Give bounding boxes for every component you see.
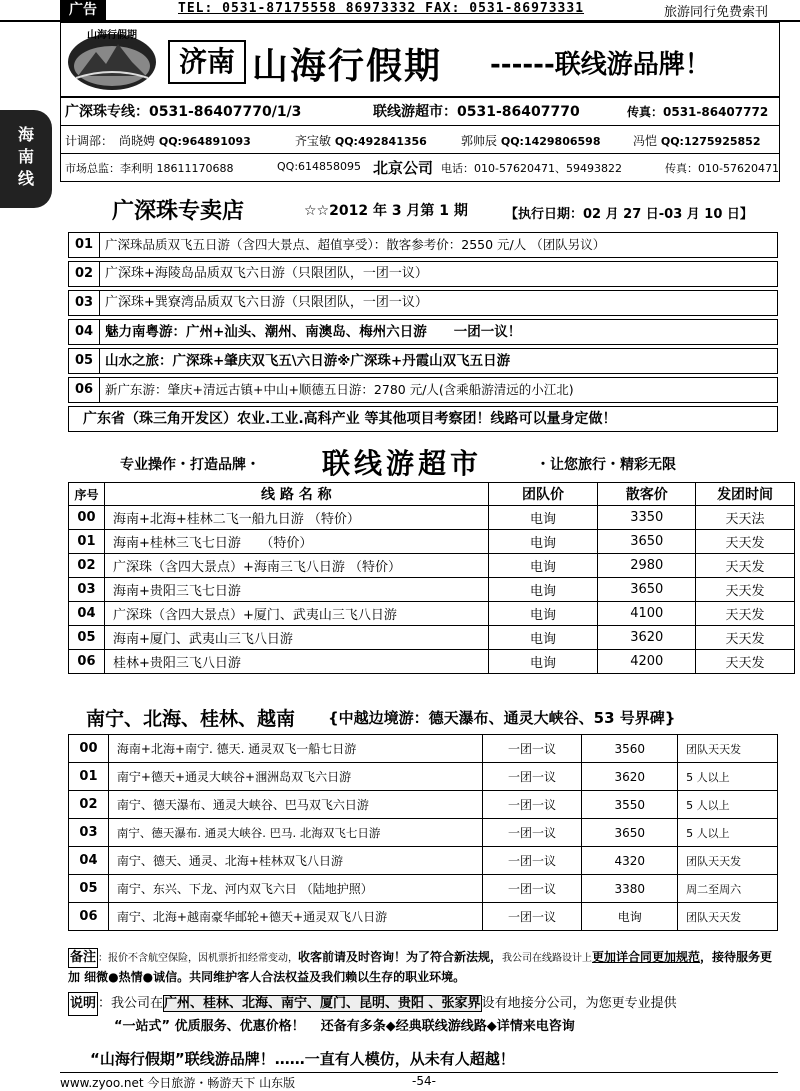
planner-qq: QQ:492841356 (334, 135, 427, 148)
route-text: 山水之旅：广深珠+肇庆双飞五\六日游※广深珠+丹霞山双飞五日游 (105, 353, 511, 369)
cell-no: 00 (69, 735, 109, 763)
cell-no: 02 (69, 791, 109, 819)
header-tel-fax: TEL: 0531-87175558 86973332 FAX: 0531-86973331 (178, 1, 585, 16)
gsz-route-row (68, 348, 778, 374)
col-header-route: 线 路 名 称 (104, 483, 488, 506)
cell-no: 01 (69, 763, 109, 791)
cell-no: 03 (69, 578, 105, 602)
note-text: 收客前请及时咨询！为了符合新法规， (298, 950, 503, 964)
table-row (69, 763, 778, 791)
cell-no: 04 (69, 602, 105, 626)
cell-price: 4200 (598, 650, 696, 674)
issue-label: ☆☆2012 年 3 月第 1 期 (304, 203, 468, 219)
planner-item (461, 132, 600, 149)
branch-cities: 广州、桂林、北海、南宁、厦门、昆明、贵阳 、张家界 (164, 996, 481, 1011)
cell-time: 周二至周六 (678, 875, 778, 903)
fax-number: 传真：0531-86407772 (627, 105, 769, 119)
cell-price: 3620 (598, 626, 696, 650)
cell-route: 南宁、东兴、下龙、河内双飞六日 （陆地护照） (108, 875, 482, 903)
nbyh-table (68, 734, 778, 931)
explain-text: ：我公司在 (98, 996, 164, 1011)
cell-time: 5 人以上 (678, 791, 778, 819)
footer-site: www.zyoo.net 今日旅游・畅游天下 山东版 (60, 1076, 296, 1090)
cell-price: 4100 (598, 602, 696, 626)
planner-item (295, 132, 427, 149)
gsz-route-row (68, 290, 778, 316)
cell-time: 天天法 (696, 506, 795, 530)
planner-name: 郭帅辰 (461, 134, 498, 148)
cell-team: 电询 (488, 602, 598, 626)
director-qq: QQ:614858095 (277, 160, 362, 173)
cell-price: 3650 (598, 578, 696, 602)
planner-qq: QQ:1429806598 (500, 135, 601, 148)
planner-name: 冯恺 (633, 134, 658, 148)
beijing-fax: 传真：010-57620471 (665, 162, 779, 175)
supermarket-banner (60, 440, 778, 480)
route-text: 广深珠+巽寮湾品质双飞六日游（只限团队，一团一议） (105, 295, 428, 310)
cell-route: 南宁、德天瀑布、通灵大峡谷、巴马双飞六日游 (108, 791, 482, 819)
beijing-office-label: 北京公司 (373, 159, 434, 177)
cell-team: 电询 (488, 530, 598, 554)
brand-name: 山海行假期 (252, 45, 443, 87)
side-tab-char: 线 (17, 169, 34, 188)
banner-title: 联线游超市 (322, 447, 483, 480)
cell-team: 电询 (488, 554, 598, 578)
cell-team: 一团一议 (482, 791, 582, 819)
explain-label: 说明 (68, 992, 98, 1016)
cell-price: 3650 (582, 819, 678, 847)
cell-price: 2980 (598, 554, 696, 578)
cell-no: 06 (69, 903, 109, 931)
cell-no: 03 (69, 819, 109, 847)
cell-time: 天天发 (696, 650, 795, 674)
row-number: 02 (69, 262, 100, 286)
table-row (69, 530, 795, 554)
cell-no: 02 (69, 554, 105, 578)
publication-name: 旅游同行免费索刊 (664, 5, 769, 20)
col-header-time: 发团时间 (696, 483, 795, 506)
cell-route: 南宁、德天瀑布. 通灵大峡谷. 巴马. 北海双飞七日游 (108, 819, 482, 847)
guangdong-note: 广东省（珠三角开发区）农业.工业.高科产业 等其他项目考察团！线路可以量身定做！ (68, 406, 778, 432)
cell-team: 电询 (488, 626, 598, 650)
cell-time: 5 人以上 (678, 763, 778, 791)
cell-team: 一团一议 (482, 875, 582, 903)
cell-team: 一团一议 (482, 819, 582, 847)
col-header-price: 散客价 (598, 483, 696, 506)
cell-route: 海南+北海+南宁. 德天. 通灵双飞一船七日游 (108, 735, 482, 763)
brand-slogan: “山海行假期”联线游品牌！……一直有人模仿，从未有人超越！ (90, 1050, 515, 1068)
cell-time: 团队天天发 (678, 735, 778, 763)
cell-price: 电询 (582, 903, 678, 931)
planner-item (119, 132, 251, 149)
note-text: ：报价不含航空保险，因机票折扣经常变动， (98, 953, 299, 964)
cell-price: 3620 (582, 763, 678, 791)
cell-team: 电询 (488, 650, 598, 674)
contact-block (60, 96, 780, 182)
explanation-paragraph (68, 992, 778, 1016)
cell-time: 天天发 (696, 602, 795, 626)
table-row (69, 506, 795, 530)
gsz-store-title: 广深珠专卖店 (112, 199, 245, 224)
cell-no: 05 (69, 875, 109, 903)
city-label: 济南 (168, 40, 246, 84)
explain-text: 还备有多条◆经典联线游线路◆详情来电咨询 (320, 1019, 575, 1034)
cell-time: 天天发 (696, 530, 795, 554)
remarks-block (68, 948, 778, 1038)
cell-price: 3380 (582, 875, 678, 903)
note-label: 备注 (68, 948, 98, 968)
cell-route: 海南+贵阳三飞七日游 (104, 578, 488, 602)
cell-time: 天天发 (696, 626, 795, 650)
cell-route: 南宁、德天、通灵、北海+桂林双飞八日游 (108, 847, 482, 875)
cell-time: 天天发 (696, 578, 795, 602)
cell-route: 海南+厦门、武夷山三飞八日游 (104, 626, 488, 650)
cell-route: 南宁+德天+通灵大峡谷+涠洲岛双飞六日游 (108, 763, 482, 791)
row-number: 05 (69, 349, 100, 373)
cell-price: 3350 (598, 506, 696, 530)
cell-team: 一团一议 (482, 763, 582, 791)
row-number: 03 (69, 291, 100, 315)
cell-price: 3560 (582, 735, 678, 763)
cell-time: 团队天天发 (678, 847, 778, 875)
page-footer (60, 1072, 778, 1089)
cell-price: 3650 (598, 530, 696, 554)
nbyh-subtitle: {中越边境游：德天瀑布、通灵大峡谷、53 号界碑} (328, 709, 676, 727)
banner-left: 专业操作・打造品牌・ (120, 457, 260, 473)
planner-name: 尚晓娉 (119, 134, 156, 148)
banner-right: ・让您旅行・精彩无限 (536, 457, 676, 473)
page-number: -54- (412, 1074, 436, 1088)
planner-item (633, 132, 760, 149)
side-tab-char: 海 (17, 125, 34, 144)
cell-route: 南宁、北海+越南豪华邮轮+德天+通灵双飞八日游 (108, 903, 482, 931)
table-row (69, 650, 795, 674)
table-row (69, 819, 778, 847)
cell-team: 一团一议 (482, 847, 582, 875)
col-header-team: 团队价 (488, 483, 598, 506)
table-row (69, 602, 795, 626)
cell-no: 05 (69, 626, 105, 650)
route-text: 魅力南粤游：广州+汕头、潮州、南澳岛、梅州六日游 一团一议！ (105, 324, 522, 340)
gsz-hotline: 广深珠专线：0531-86407770/1/3 (65, 104, 302, 120)
planner-qq: QQ:964891093 (158, 135, 251, 148)
cell-team: 一团一议 (482, 735, 582, 763)
ad-tag: 广告 (60, 0, 106, 20)
route-text: 新广东游：肇庆+清远古镇+中山+顺德五日游：2780 元/人(含乘船游清远的小江北) (105, 382, 574, 397)
table-row (69, 847, 778, 875)
cell-route: 海南+北海+桂林二飞一船九日游 （特价） (104, 506, 488, 530)
cell-no: 00 (69, 506, 105, 530)
cell-route: 桂林+贵阳三飞八日游 (104, 650, 488, 674)
row-number: 06 (69, 378, 100, 402)
gsz-route-row (68, 377, 778, 403)
company-logo (66, 26, 158, 92)
cell-time: 天天发 (696, 554, 795, 578)
market-director: 市场总监：李利明 18611170688 (65, 162, 234, 175)
row-number: 04 (69, 320, 100, 344)
gsz-route-row (68, 261, 778, 287)
table-header-row (69, 483, 795, 506)
cell-team: 一团一议 (482, 903, 582, 931)
supermarket-table (68, 482, 795, 674)
note-text: ，接待服务更加 细微●热情●诚信。共同维护客人合法权益及我们赖以生存的职业环境。 (68, 950, 773, 984)
table-row (69, 626, 795, 650)
route-text: 广深珠品质双飞五日游（含四大景点、超值享受）：散客参考价：2550 元/人 （团队另议） (105, 237, 606, 252)
cell-team: 电询 (488, 506, 598, 530)
table-row (69, 875, 778, 903)
explain-text: 设有地接分公司，为您更专业提供 (481, 996, 677, 1011)
notice-paragraph (68, 948, 778, 988)
table-row (69, 791, 778, 819)
cell-price: 4320 (582, 847, 678, 875)
route-text: 广深珠+海陵岛品质双飞六日游（只限团队，一团一议） (105, 266, 428, 281)
table-row (69, 735, 778, 763)
explanation-line2 (68, 1016, 778, 1038)
note-text: 更加详合同更加规范 (592, 950, 701, 964)
cell-no: 04 (69, 847, 109, 875)
beijing-phone: 电话：010-57620471、59493822 (441, 162, 622, 175)
execution-dates: 【执行日期：02 月 27 日-03 月 10 日】 (505, 207, 753, 222)
side-tab-hainan (0, 110, 52, 208)
cell-time: 5 人以上 (678, 819, 778, 847)
gsz-route-row (68, 232, 778, 258)
side-tab-char: 南 (17, 147, 34, 166)
supermarket-hotline: 联线游超市：0531-86407770 (373, 104, 580, 120)
col-header-no: 序号 (69, 483, 105, 506)
table-row (69, 578, 795, 602)
cell-no: 06 (69, 650, 105, 674)
planner-name: 齐宝敏 (295, 134, 332, 148)
note-text: 我公司在线路设计上 (502, 953, 593, 964)
cell-route: 海南+桂林三飞七日游 （特价） (104, 530, 488, 554)
cell-team: 电询 (488, 578, 598, 602)
explain-text: “一站式” 优质服务、优惠价格！ (114, 1019, 305, 1034)
planner-qq: QQ:1275925852 (660, 135, 761, 148)
cell-no: 01 (69, 530, 105, 554)
table-row (69, 903, 778, 931)
cell-price: 3550 (582, 791, 678, 819)
nbyh-title: 南宁、北海、桂林、越南 (86, 708, 296, 730)
table-row (69, 554, 795, 578)
cell-route: 广深珠（含四大景点）+厦门、武夷山三飞八日游 (104, 602, 488, 626)
brand-tagline: ------联线游品牌！ (490, 50, 711, 80)
cell-route: 广深珠（含四大景点）+海南三飞八日游 （特价） (104, 554, 488, 578)
cell-time: 团队天天发 (678, 903, 778, 931)
planner-label: 计调部： (65, 134, 114, 148)
row-number: 01 (69, 233, 100, 257)
gsz-route-row (68, 319, 778, 345)
logo-text: 山海行假期 (87, 30, 137, 41)
